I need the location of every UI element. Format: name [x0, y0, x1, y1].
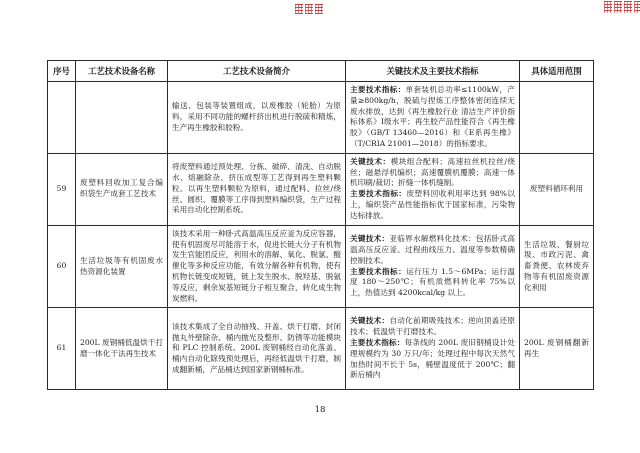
cell-equipment-name: 200L 废钢桶低温烘干打磨一体化干法再生技术: [76, 308, 168, 390]
tech-catalog-table: [47, 60, 594, 390]
cell-equipment-name: 废塑料回收加工复合编织袋生产成套工艺技术: [76, 153, 168, 225]
cell-serial-number: 61: [48, 308, 76, 390]
column-header-2: 工艺技术设备简介: [168, 61, 346, 82]
red-stamp-glyph: [634, 1, 640, 13]
cell-serial-number: [48, 82, 76, 154]
column-header-3: 关键技术及主要技术指标: [346, 61, 520, 82]
key-tech-paragraph: 关键技术：模块组合配料；高速拉丝机拉丝/绕丝；磁悬浮机编织；高速覆膜机覆膜；高速一体机印刷/裁切；折缝一体机缝制。: [350, 156, 515, 188]
cell-equipment-intro: 该技术采用一种卧式高温高压反应釜为反应容器，使有机固废尽可能溶于水，促进长链大分子有机物发生官能团反应，利用水的溶解、氧化、脱氯、酸催化等多种反应功能，有效分解各种有机物，使有机物长链变成短链，链上发生脱水、脱羟基、脱氨等反应，剩余炭基短链分子相互聚合，转化成生物炭燃料。: [168, 225, 346, 308]
red-stamp-glyph: [614, 1, 622, 13]
red-stamp-glyph: [305, 4, 313, 14]
red-stamp-glyph: [624, 1, 632, 13]
column-header-4: 具体适用范围: [520, 61, 594, 82]
cell-applicable-scope: 生活垃圾、餐厨垃圾、市政污泥、禽畜粪便、农林废弃物等有机固废资源化利用: [520, 225, 594, 308]
red-stamp-center: [295, 4, 323, 14]
table-row: [48, 225, 594, 308]
cell-applicable-scope: 200L 废钢桶翻新再生: [520, 308, 594, 390]
table-header-row: [48, 61, 594, 82]
cell-equipment-name: 生活垃圾等有机固废水热资源化装置: [76, 225, 168, 308]
cell-key-technology: [346, 153, 520, 225]
red-stamp-glyph: [295, 4, 303, 14]
page-number: 18: [314, 405, 326, 415]
table-row: [48, 82, 594, 154]
key-tech-label: 主要技术指标：: [350, 189, 407, 199]
cell-serial-number: 59: [48, 153, 76, 225]
cell-key-technology: [346, 308, 520, 390]
cell-equipment-name: [76, 82, 168, 154]
key-tech-label: 主要技术指标：: [350, 338, 405, 348]
key-tech-label: 关键技术：: [350, 316, 390, 326]
column-header-0: 序号: [48, 61, 76, 82]
key-tech-label: 主要技术指标：: [350, 85, 406, 94]
table-row: [48, 153, 594, 225]
red-stamp-right: [604, 1, 640, 13]
key-tech-paragraph: 关键技术：亚临界水解燃料化技术：包括卧式高温高压反应釜、过程曲线压力、温度等参数精确控制技术。: [350, 234, 516, 265]
cell-key-technology: [346, 225, 520, 308]
key-tech-paragraph: 主要技术指标：废塑料回收利用率达到 98%以上，编织袋产品性能指标优于国家标准，污染物达标排放。: [350, 189, 516, 220]
column-header-1: 工艺技术设备名称: [76, 61, 168, 82]
key-tech-label: 关键技术：: [350, 234, 390, 244]
cell-key-technology: [346, 82, 520, 154]
table-row: [48, 308, 594, 390]
cell-equipment-intro: 输送、包装等装置组成，以废橡胶（轮胎）为原料，采用不同功能的螺杆挤出机进行脱硫和精炼，生产再生橡胶和胶粉。: [168, 82, 346, 154]
cell-equipment-intro: 该技术集成了全自动抽残、开盖、烘干打磨、封闭抛丸外壁除杂、桶内抛光及整形、防锈等功能模块和 PLC 控制系统。200L 废钢桶经自动化落盖、桶内自动化除残预处理后，再经低温烘干打磨，制成翻新桶，产品桶达到国家新钢桶标准。: [168, 308, 346, 390]
red-stamp-glyph: [604, 1, 612, 13]
red-stamp-glyph: [315, 4, 323, 14]
key-tech-paragraph: 关键技术：自动化前期吸残技术；逆向顶盖还原技术；低温烘干打磨技术。: [350, 316, 516, 337]
cell-applicable-scope: 废塑料循环利用: [520, 153, 594, 225]
cell-serial-number: 60: [48, 225, 76, 308]
key-tech-paragraph: 主要技术指标：每条线的 200L 废旧钢桶设计处理规模约为 30 万只/年；处理过程中每次天然气加热时间不长于 5s，桶壁温度低于 200℃；翻新后桶内: [350, 338, 515, 380]
cell-equipment-intro: 将废塑料通过预处理、分拣、破碎、清洗、自动脱水、熔融除杂、挤压成型等工艺得到再生塑料颗粒。以再生塑料颗粒为原料，通过配料、拉丝/绕丝、圆织、覆膜等工序得到塑料编织袋，生产过程采用自动化控制系统。: [168, 153, 346, 225]
key-tech-paragraph: 主要技术指标：单套装机总功率≤1100kW，产量≥800kg/h，脱硫与捏炼工序整体密闭连续无废水排放，达到《再生橡胶行业 清洁生产评价指标体系》I级水平；再生胶产品性能符合《再生橡胶》（GB/T 13460—2016）和《E系再生橡》（T/CRIA 21001—2018）的指标要求。: [350, 85, 516, 148]
key-tech-label: 主要技术指标：: [350, 266, 407, 276]
key-tech-label: 关键技术：: [350, 156, 391, 166]
cell-applicable-scope: [520, 82, 594, 154]
key-tech-paragraph: 主要技术指标：运行压力 1.5～6MPa；运行温度 180～250℃；有机质燃料转化率 75%以上，热值达到 4200kcal/kg 以上。: [350, 266, 515, 298]
